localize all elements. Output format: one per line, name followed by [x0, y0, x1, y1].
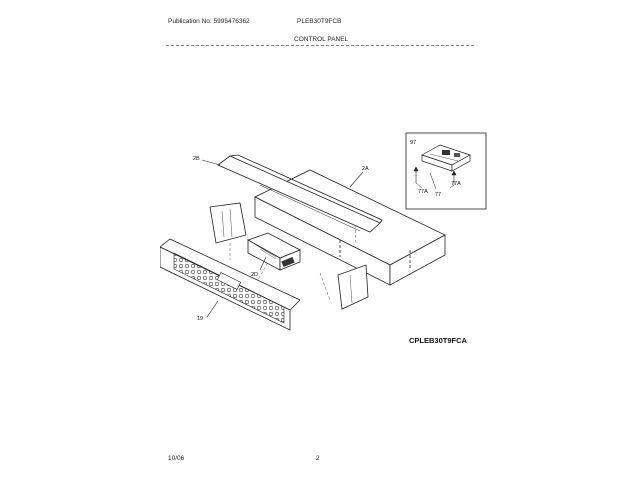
page-number: 2	[316, 455, 320, 462]
part-label-77: 77	[435, 192, 442, 198]
control-panel-exploded-diagram	[160, 125, 490, 340]
left-side-bracket	[210, 203, 246, 243]
part-label-77a-left: 77A	[418, 189, 428, 195]
footer-date: 10/06	[168, 455, 185, 462]
part-label-2a: 2A	[362, 166, 369, 172]
diagram-code: CPLEB30T9FCA	[409, 336, 467, 345]
part-label-19: 19	[197, 316, 204, 322]
model-number: PLEB30T9FCB	[297, 18, 342, 25]
part-label-97: 97	[410, 140, 417, 146]
publication-number: Publication No: 5995476362	[168, 18, 250, 25]
part-label-77a-right: 77A	[451, 181, 461, 187]
header-divider	[166, 45, 474, 46]
right-side-bracket	[338, 265, 368, 309]
section-title: CONTROL PANEL	[294, 36, 349, 43]
inset-detail-box	[406, 133, 486, 209]
electronic-control-board	[248, 233, 300, 270]
part-label-2b: 2B	[193, 156, 200, 162]
part-label-2d: 2D	[251, 272, 259, 278]
